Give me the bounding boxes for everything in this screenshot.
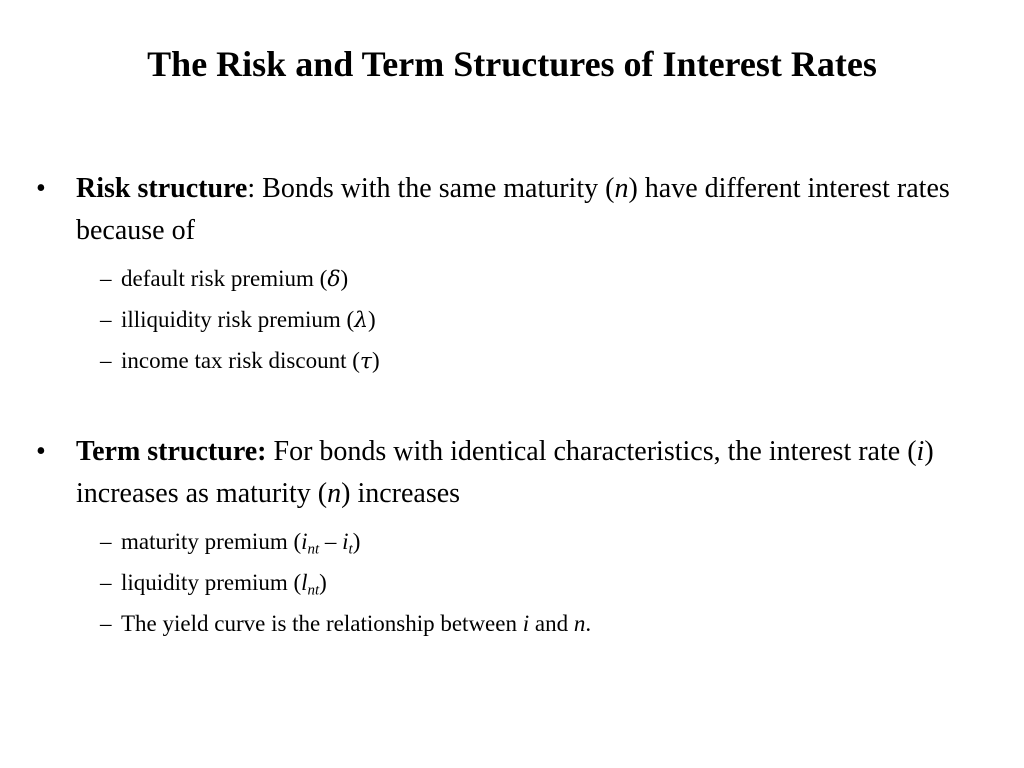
sub-text: default risk premium (: [121, 266, 328, 291]
var-n: n: [327, 478, 342, 509]
sub-dash: –: [100, 307, 112, 332]
sub-list: [0, 258, 1024, 381]
var-i: i: [916, 436, 925, 467]
subscript-t: t: [348, 541, 353, 558]
sub-close: ): [368, 307, 376, 332]
bullet-body-c: ) increases: [341, 478, 461, 509]
bullet-lead: Term structure:: [76, 436, 267, 467]
bullet-body-b: ) have different interest rates because of: [76, 173, 950, 246]
bullet-lead: Risk structure: [76, 173, 248, 204]
minus-sign: –: [319, 529, 343, 554]
var-n: n: [614, 173, 629, 204]
sub-end: .: [585, 611, 592, 636]
sub-text: The yield curve is the relationship between: [121, 611, 523, 636]
var-n: n: [573, 611, 586, 636]
bullet-marker: •: [36, 173, 46, 204]
var-i: i: [301, 529, 308, 554]
sub-item-maturity-premium: [0, 521, 1024, 562]
sub-dash: –: [100, 611, 112, 636]
sub-text: income tax risk discount (: [121, 348, 360, 373]
sub-dash: –: [100, 348, 112, 373]
bullet-body-b: ) increases as maturity (: [76, 436, 934, 509]
var-i: i: [342, 529, 349, 554]
sub-mid: and: [529, 611, 574, 636]
sub-list: [0, 521, 1024, 644]
sub-text: maturity premium (: [121, 529, 302, 554]
bullet-text: [0, 431, 1024, 515]
bullet-risk-structure: [0, 168, 1024, 381]
sub-item-liquidity-premium: [0, 562, 1024, 603]
bullet-colon: :: [247, 173, 256, 204]
sub-close: ): [319, 570, 327, 595]
var-i: i: [522, 611, 530, 636]
bullet-body-a: Bonds with the same maturity (: [255, 173, 615, 204]
sub-dash: –: [100, 266, 112, 291]
sub-text: illiquidity risk premium (: [121, 307, 355, 332]
bullet-text: [0, 168, 1024, 252]
sub-dash: –: [100, 570, 112, 595]
sub-text: liquidity premium (: [121, 570, 302, 595]
slide-title: The Risk and Term Structures of Interest Rates: [147, 44, 877, 84]
var-l: l: [301, 570, 308, 595]
bullet-marker: •: [36, 436, 46, 467]
bullet-body-a: For bonds with identical characteristics, the interest rate (: [266, 436, 917, 467]
sub-dash: –: [100, 529, 112, 554]
sub-close: ): [340, 266, 349, 291]
subscript-nt: nt: [307, 541, 320, 558]
lambda-symbol: λ: [354, 308, 369, 333]
bullet-term-structure: [0, 431, 1024, 644]
subscript-nt: nt: [307, 582, 320, 599]
delta-symbol: δ: [327, 267, 341, 292]
sub-close: ): [352, 529, 361, 554]
sub-item-default-risk: [0, 258, 1024, 299]
tau-symbol: τ: [359, 349, 372, 374]
sub-item-illiquidity: [0, 299, 1024, 340]
sub-item-income-tax: [0, 340, 1024, 381]
sub-close: ): [372, 348, 380, 373]
sub-item-yield-curve: [0, 603, 1024, 644]
